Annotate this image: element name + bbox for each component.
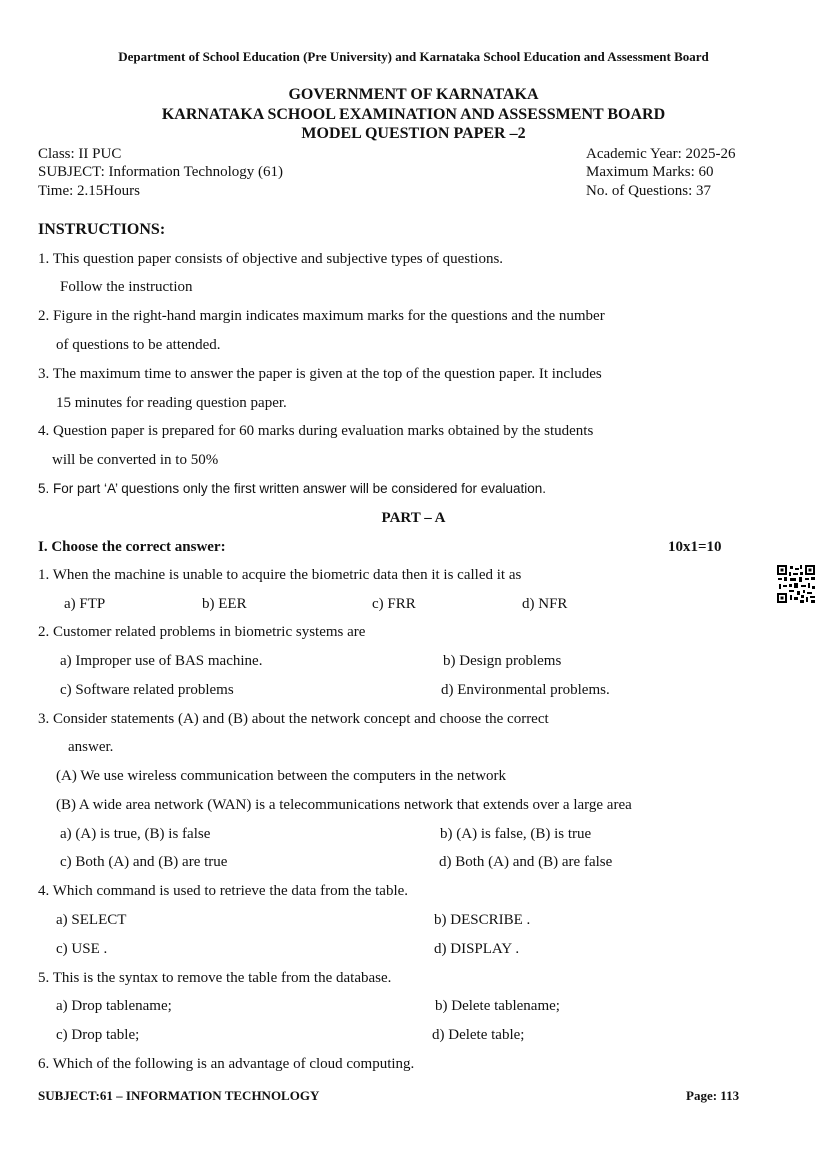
q1-option-c: c) FRR bbox=[372, 596, 416, 612]
question-6: 6. Which of the following is an advantage of cloud computing. bbox=[38, 1056, 415, 1072]
instruction-1a: 1. This question paper consists of objective and subjective types of questions. bbox=[38, 251, 504, 267]
q3-option-a: a) (A) is true, (B) is false bbox=[60, 826, 211, 842]
q2-option-b: b) Design problems bbox=[443, 653, 562, 669]
q5-option-a: a) Drop tablename; bbox=[56, 998, 172, 1014]
q1-option-a: a) FTP bbox=[64, 596, 106, 612]
question-5: 5. This is the syntax to remove the table from the database. bbox=[38, 970, 392, 986]
q4-option-a: a) SELECT bbox=[56, 912, 127, 928]
instructions-heading: INSTRUCTIONS: bbox=[38, 221, 166, 238]
instruction-1b: Follow the instruction bbox=[60, 279, 193, 295]
section-label: I. Choose the correct answer: bbox=[38, 539, 226, 555]
q3-option-d: d) Both (A) and (B) are false bbox=[439, 854, 613, 870]
q2-option-c: c) Software related problems bbox=[60, 682, 234, 698]
question-1: 1. When the machine is unable to acquire the biometric data then it is called it as bbox=[38, 567, 522, 583]
question-2: 2. Customer related problems in biometric systems are bbox=[38, 624, 366, 640]
meta-academic-year: Academic Year: 2025-26 bbox=[586, 146, 736, 162]
title-line-2: KARNATAKA SCHOOL EXAMINATION AND ASSESSMENT BOARD bbox=[161, 106, 666, 123]
footer-page: Page: 113 bbox=[686, 1088, 740, 1103]
title-line-3: MODEL QUESTION PAPER –2 bbox=[301, 125, 526, 142]
instruction-3a: 3. The maximum time to answer the paper is given at the top of the question paper. It includes bbox=[38, 366, 602, 382]
meta-subject: SUBJECT: Information Technology (61) bbox=[38, 164, 283, 180]
q2-option-a: a) Improper use of BAS machine. bbox=[60, 653, 263, 669]
part-heading: PART – A bbox=[381, 510, 446, 526]
instruction-3b: 15 minutes for reading question paper. bbox=[56, 395, 287, 411]
q2-option-d: d) Environmental problems. bbox=[441, 682, 610, 698]
meta-max-marks: Maximum Marks: 60 bbox=[586, 164, 714, 180]
question-3: 3. Consider statements (A) and (B) about the network concept and choose the correct bbox=[38, 711, 549, 727]
q4-option-d: d) DISPLAY . bbox=[434, 941, 520, 957]
meta-time: Time: 2.15Hours bbox=[38, 183, 140, 199]
meta-class: Class: II PUC bbox=[38, 146, 122, 162]
q1-option-b: b) EER bbox=[202, 596, 247, 612]
q5-option-b: b) Delete tablename; bbox=[435, 998, 560, 1014]
top-header: Department of School Education (Pre University) and Karnataka School Education and Assessment Board bbox=[118, 49, 709, 64]
q5-option-d: d) Delete table; bbox=[432, 1027, 525, 1043]
footer-subject: SUBJECT:61 – INFORMATION TECHNOLOGY bbox=[38, 1088, 320, 1103]
question-3-cont: answer. bbox=[68, 739, 114, 755]
question-4: 4. Which command is used to retrieve the data from the table. bbox=[38, 883, 409, 899]
instruction-2a: 2. Figure in the right-hand margin indicates maximum marks for the questions and the number bbox=[38, 308, 605, 324]
q3-statement-a: (A) We use wireless communication between the computers in the network bbox=[56, 768, 507, 784]
q5-option-c: c) Drop table; bbox=[56, 1027, 140, 1043]
meta-num-questions: No. of Questions: 37 bbox=[586, 183, 711, 199]
q3-option-c: c) Both (A) and (B) are true bbox=[60, 854, 228, 870]
q3-statement-b: (B) A wide area network (WAN) is a telecommunications network that extends over a large area bbox=[56, 797, 632, 813]
q4-option-b: b) DESCRIBE . bbox=[434, 912, 531, 928]
instruction-5: 5. For part ‘A’ questions only the first written answer will be considered for evaluation. bbox=[38, 481, 546, 496]
q1-option-d: d) NFR bbox=[522, 596, 568, 612]
section-marks: 10x1=10 bbox=[668, 539, 722, 555]
instruction-2b: of questions to be attended. bbox=[56, 337, 221, 353]
q4-option-c: c) USE . bbox=[56, 941, 108, 957]
title-line-1: GOVERNMENT OF KARNATAKA bbox=[288, 86, 539, 103]
qr-code-icon bbox=[776, 564, 816, 604]
q3-option-b: b) (A) is false, (B) is true bbox=[440, 826, 592, 842]
instruction-4b: will be converted in to 50% bbox=[52, 452, 219, 468]
instruction-4a: 4. Question paper is prepared for 60 marks during evaluation marks obtained by the students bbox=[38, 423, 594, 439]
